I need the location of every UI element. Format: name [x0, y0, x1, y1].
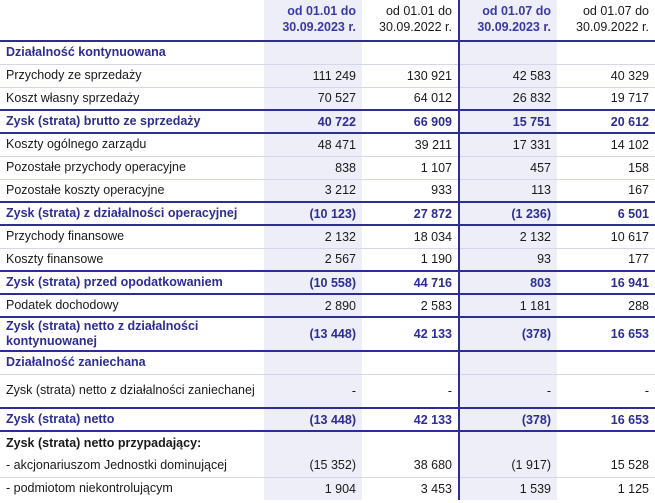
value-cell: 16 653	[557, 408, 655, 431]
table-row	[0, 110, 655, 133]
table-row	[0, 431, 655, 454]
value-cell	[362, 41, 459, 64]
value-cell: 93	[459, 248, 557, 271]
value-cell: -	[362, 374, 459, 408]
table-row	[0, 133, 655, 156]
value-cell: 167	[557, 179, 655, 202]
table-row	[0, 374, 655, 408]
table-row	[0, 248, 655, 271]
value-cell: 16 653	[557, 317, 655, 351]
row-label: Zysk (strata) netto z działalności kontynuowanej	[0, 317, 264, 351]
row-label: Podatek dochodowy	[0, 294, 264, 317]
value-cell: (13 448)	[264, 408, 362, 431]
value-cell: 38 680	[362, 454, 459, 477]
table-row	[0, 351, 655, 374]
value-cell	[557, 41, 655, 64]
table-row	[0, 87, 655, 110]
value-cell: 2 132	[459, 225, 557, 248]
value-cell: 803	[459, 271, 557, 294]
value-cell: (1 917)	[459, 454, 557, 477]
value-cell	[264, 431, 362, 454]
value-cell: 457	[459, 156, 557, 179]
value-cell: (10 123)	[264, 202, 362, 225]
value-cell	[362, 431, 459, 454]
value-cell: (378)	[459, 408, 557, 431]
value-cell: 48 471	[264, 133, 362, 156]
value-cell: 2 132	[264, 225, 362, 248]
value-cell: 42 583	[459, 64, 557, 87]
value-cell	[459, 351, 557, 374]
value-cell: 1 190	[362, 248, 459, 271]
table-row	[0, 454, 655, 477]
header-label-cell	[0, 0, 264, 41]
table-row	[0, 477, 655, 500]
row-label: Zysk (strata) przed opodatkowaniem	[0, 271, 264, 294]
column-header: od 01.01 do 30.09.2022 r.	[362, 0, 459, 41]
value-cell: 20 612	[557, 110, 655, 133]
value-cell: 40 722	[264, 110, 362, 133]
table-row	[0, 202, 655, 225]
value-cell: 17 331	[459, 133, 557, 156]
value-cell: 1 125	[617, 481, 649, 496]
column-header: od 01.07 do 30.09.2022 r.	[557, 0, 655, 41]
value-cell: 19 717	[557, 87, 655, 110]
value-cell: 288	[557, 294, 655, 317]
value-cell: 838	[264, 156, 362, 179]
row-label: Zysk (strata) netto przypadający:	[6, 435, 202, 450]
value-cell: 27 872	[362, 202, 459, 225]
value-cell: 130 921	[362, 64, 459, 87]
value-cell: 111 249	[264, 64, 362, 87]
value-cell: 6 501	[557, 202, 655, 225]
value-cell: 40 329	[557, 64, 655, 87]
row-label: Przychody finansowe	[0, 225, 264, 248]
value-cell: (13 448)	[264, 317, 362, 351]
value-cell: (378)	[459, 317, 557, 351]
header-row	[0, 0, 655, 41]
value-cell: 16 941	[557, 271, 655, 294]
row-label: Przychody ze sprzedaży	[0, 64, 264, 87]
value-cell	[362, 351, 459, 374]
table-row	[0, 179, 655, 202]
row-label: Koszty ogólnego zarządu	[0, 133, 264, 156]
value-cell: 2 567	[264, 248, 362, 271]
value-cell: 42 133	[362, 317, 459, 351]
value-cell	[459, 41, 557, 64]
value-cell: 15 751	[459, 110, 557, 133]
value-cell: 14 102	[557, 133, 655, 156]
value-cell: (10 558)	[264, 271, 362, 294]
value-cell	[264, 351, 362, 374]
value-cell: 66 909	[362, 110, 459, 133]
value-cell: 1 107	[362, 156, 459, 179]
value-cell	[264, 41, 362, 64]
table-row	[0, 317, 655, 351]
row-label: Koszty finansowe	[0, 248, 264, 271]
value-cell: 3 453	[420, 481, 452, 496]
row-label: Zysk (strata) z działalności operacyjnej	[0, 202, 264, 225]
row-label: Pozostałe przychody operacyjne	[0, 156, 264, 179]
value-cell: 158	[557, 156, 655, 179]
value-cell: -	[557, 374, 655, 408]
value-cell: (1 236)	[459, 202, 557, 225]
value-cell: 42 133	[362, 408, 459, 431]
value-cell: 3 212	[264, 179, 362, 202]
row-label: Działalność kontynuowana	[0, 41, 264, 64]
value-cell	[557, 351, 655, 374]
value-cell: 10 617	[557, 225, 655, 248]
table-row	[0, 41, 655, 64]
value-cell: -	[264, 374, 362, 408]
column-header: od 01.01 do 30.09.2023 r.	[264, 0, 362, 41]
table-row	[0, 294, 655, 317]
row-label: - podmiotom niekontrolującym	[6, 481, 173, 496]
value-cell	[557, 431, 655, 454]
value-cell: 1 181	[459, 294, 557, 317]
row-label: Koszt własny sprzedaży	[0, 87, 264, 110]
table-row	[0, 64, 655, 87]
value-cell: 18 034	[362, 225, 459, 248]
table-row	[0, 156, 655, 179]
row-label: Zysk (strata) netto z działalności zaniechanej	[0, 374, 264, 408]
value-cell: 933	[362, 179, 459, 202]
value-cell: 70 527	[264, 87, 362, 110]
table-row	[0, 225, 655, 248]
table-row	[0, 271, 655, 294]
value-cell: 1 904	[264, 477, 362, 500]
value-cell: -	[459, 374, 557, 408]
table-row	[0, 408, 655, 431]
value-cell: 2 890	[264, 294, 362, 317]
column-header: od 01.07 do 30.09.2023 r.	[459, 0, 557, 41]
row-label: Zysk (strata) brutto ze sprzedaży	[0, 110, 264, 133]
value-cell	[459, 431, 557, 454]
value-cell: 15 528	[557, 454, 655, 477]
value-cell: 44 716	[362, 271, 459, 294]
value-cell: 113	[459, 179, 557, 202]
row-label: Pozostałe koszty operacyjne	[0, 179, 264, 202]
row-label: - akcjonariuszom Jednostki dominującej	[0, 454, 264, 477]
row-label: Działalność zaniechana	[0, 351, 264, 374]
value-cell: 39 211	[362, 133, 459, 156]
value-cell: (15 352)	[264, 454, 362, 477]
value-cell: 1 539	[459, 477, 557, 500]
value-cell: 2 583	[362, 294, 459, 317]
value-cell: 177	[557, 248, 655, 271]
value-cell: 64 012	[362, 87, 459, 110]
value-cell: 26 832	[459, 87, 557, 110]
row-label: Zysk (strata) netto	[0, 408, 264, 431]
